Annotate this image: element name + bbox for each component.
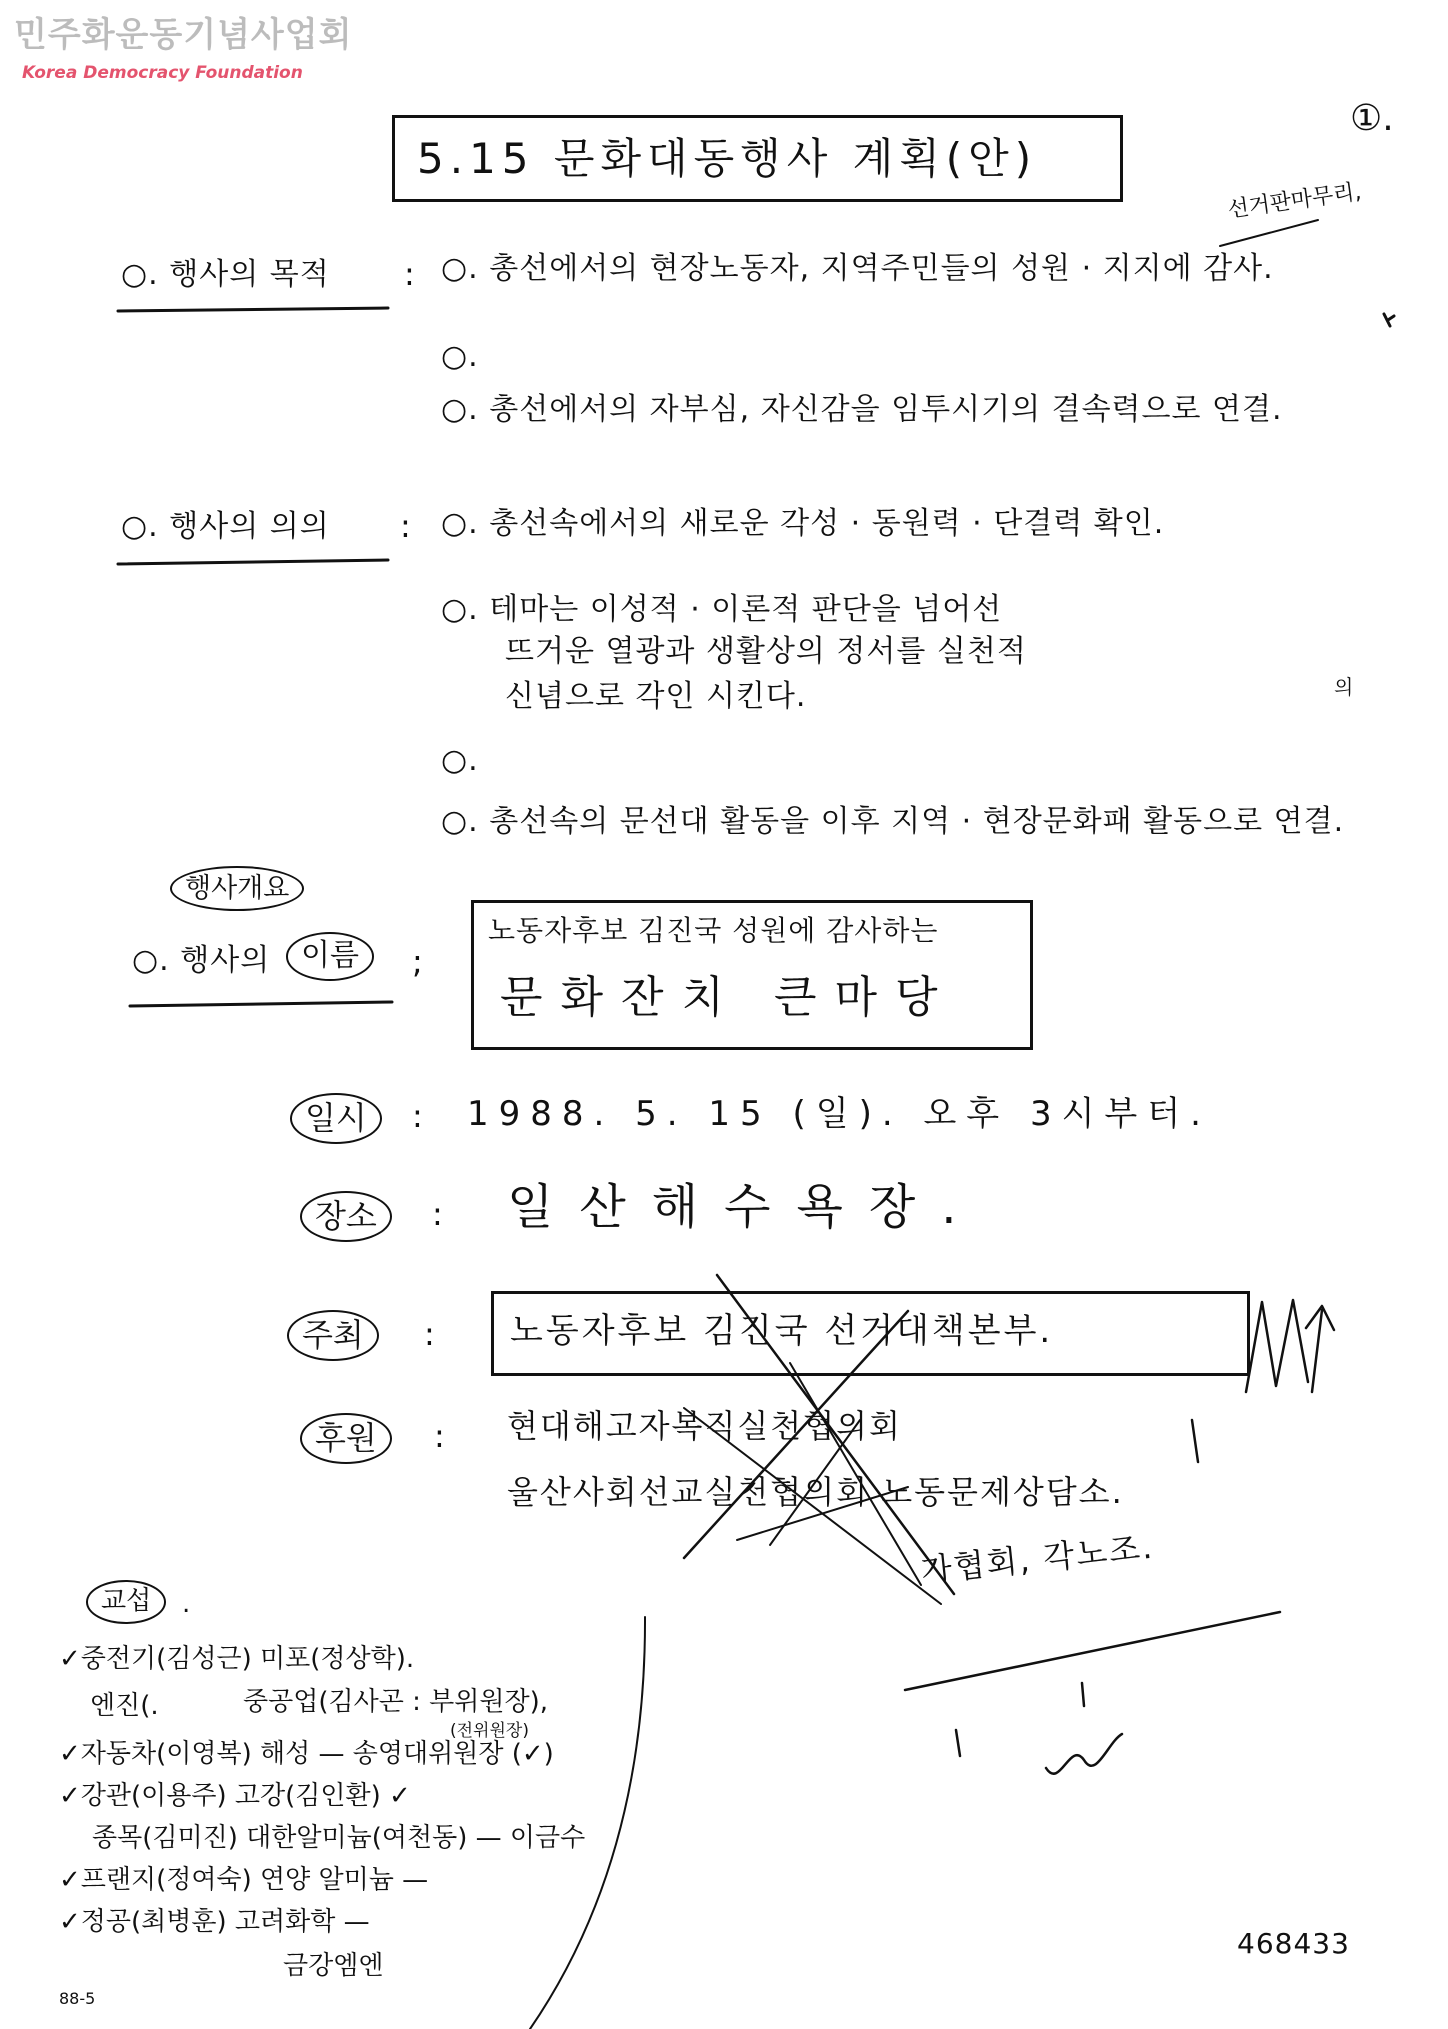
event-name-line-1: 노동자후보 김진국 성원에 감사하는 (488, 914, 939, 947)
added-sponsor-note: 가협회, 각노조. (918, 1527, 1156, 1590)
margin-note-pointer-line (1220, 220, 1318, 246)
tick-mark-2 (1082, 1683, 1084, 1706)
negotiation-line-3: ✓자동차(이영복) 해성 — 송영대위원장 (✓) (59, 1739, 554, 1769)
sponsor-line-2: 울산사회선교실천협의회 노동문제상담소. (507, 1473, 1124, 1511)
purpose-colon: : (404, 255, 415, 293)
meaning-label-underline (118, 560, 388, 564)
host-box (491, 1291, 1250, 1376)
up-arrow-icon (1246, 1300, 1334, 1392)
sponsor-line-1: 현대해고자복직실천협의회 (507, 1407, 902, 1445)
sponsor-colon: : (434, 1417, 445, 1455)
negotiation-line-2b: 중공업(김사곤 : 부위원장), (243, 1687, 549, 1717)
negotiation-line-5: 종목(김미진) 대한알미늄(여천동) — 이금수 (92, 1823, 586, 1853)
event-name-box (471, 900, 1033, 1050)
host-colon: : (424, 1315, 435, 1353)
meaning-item-3: ○. (441, 743, 479, 778)
watermark-english: Korea Democracy Foundation (22, 63, 303, 83)
negotiation-line-4: ✓강관(이용주) 고강(김인환) ✓ (59, 1781, 411, 1811)
margin-note: 선거판마무리, (1226, 179, 1363, 223)
meaning-label: ○. 행사의 의의 (121, 509, 330, 544)
watermark-korean: 민주화운동기념사업회 (14, 15, 353, 55)
host-label: 주최 (287, 1310, 379, 1361)
sponsor-bracket-mark (1192, 1420, 1198, 1462)
event-overview-circled-note: 행사개요 (170, 866, 304, 911)
negotiation-line-2a: 엔진(. (90, 1691, 159, 1721)
page-number: ①. (1350, 98, 1394, 139)
meaning-item-2-cont-1: 뜨거운 열광과 생활상의 정서를 실천적 (505, 634, 1027, 669)
date-mark: 88-5 (59, 1989, 96, 2008)
event-name-line-2: 문화잔치 큰마당 (500, 972, 956, 1023)
meaning-side-mark: 의 (1334, 675, 1354, 699)
purpose-item-3: ○. 총선에서의 자부심, 자신감을 임투시기의 결속력으로 연결. (441, 392, 1283, 427)
squiggle-mark (1046, 1734, 1122, 1774)
negotiation-line-2c: (전위원장) (450, 1721, 529, 1741)
date-label: 일시 (290, 1093, 382, 1144)
negotiation-title: 교섭 (86, 1580, 166, 1624)
event-name-circled-word: 이름 (286, 932, 374, 981)
purpose-label-underline (118, 308, 388, 311)
title-box (392, 115, 1123, 202)
date-value: 1988. 5. 15 (일). 오후 3시부터. (467, 1094, 1211, 1134)
negotiation-line-7: ✓정공(최병훈) 고려화학 — (59, 1907, 370, 1937)
document-number: 468433 (1237, 1927, 1350, 1960)
negotiation-line-1: ✓중전기(김성근) 미포(정상학). (59, 1644, 415, 1674)
meaning-item-2-cont-2: 신념으로 각인 시킨다. (505, 679, 807, 714)
tick-mark-1 (956, 1730, 960, 1756)
host-value: 노동자후보 김진국 선거대책본부. (510, 1311, 1054, 1351)
meaning-colon: : (400, 507, 411, 545)
purpose-label: ○. 행사의 목적 (121, 257, 330, 292)
document-title: 5.15 문화대동행사 계획(안) (417, 134, 1038, 183)
date-colon: : (412, 1097, 423, 1135)
negotiation-line-8: 금강엠엔 (283, 1951, 384, 1981)
place-value: 일산해수욕장. (507, 1179, 983, 1235)
added-note-underline (905, 1612, 1280, 1690)
sponsor-label: 후원 (300, 1413, 392, 1464)
purpose-item-2: ○. (441, 339, 479, 374)
place-colon: : (432, 1195, 443, 1233)
meaning-item-1: ○. 총선속에서의 새로운 각성 · 동원력 · 단결력 확인. (441, 506, 1165, 541)
purpose-item-1: ○. 총선에서의 현장노동자, 지역주민들의 성원 · 지지에 감사. (441, 251, 1274, 286)
negotiation-line-6: ✓프랜지(정여숙) 연양 알미늄 — (59, 1865, 429, 1895)
meaning-item-4: ○. 총선속의 문선대 활동을 이후 지역 · 현장문화패 활동으로 연결. (441, 804, 1345, 839)
place-label: 장소 (300, 1191, 392, 1242)
event-name-label: ○. 행사의 (132, 943, 271, 978)
event-name-colon: ; (412, 943, 423, 981)
event-name-underline (130, 1002, 392, 1006)
negotiation-title-dot: . (182, 1589, 191, 1619)
meaning-item-2: ○. 테마는 이성적 · 이론적 판단을 넘어선 (441, 592, 1003, 627)
ink-dot-mark (1384, 314, 1394, 326)
